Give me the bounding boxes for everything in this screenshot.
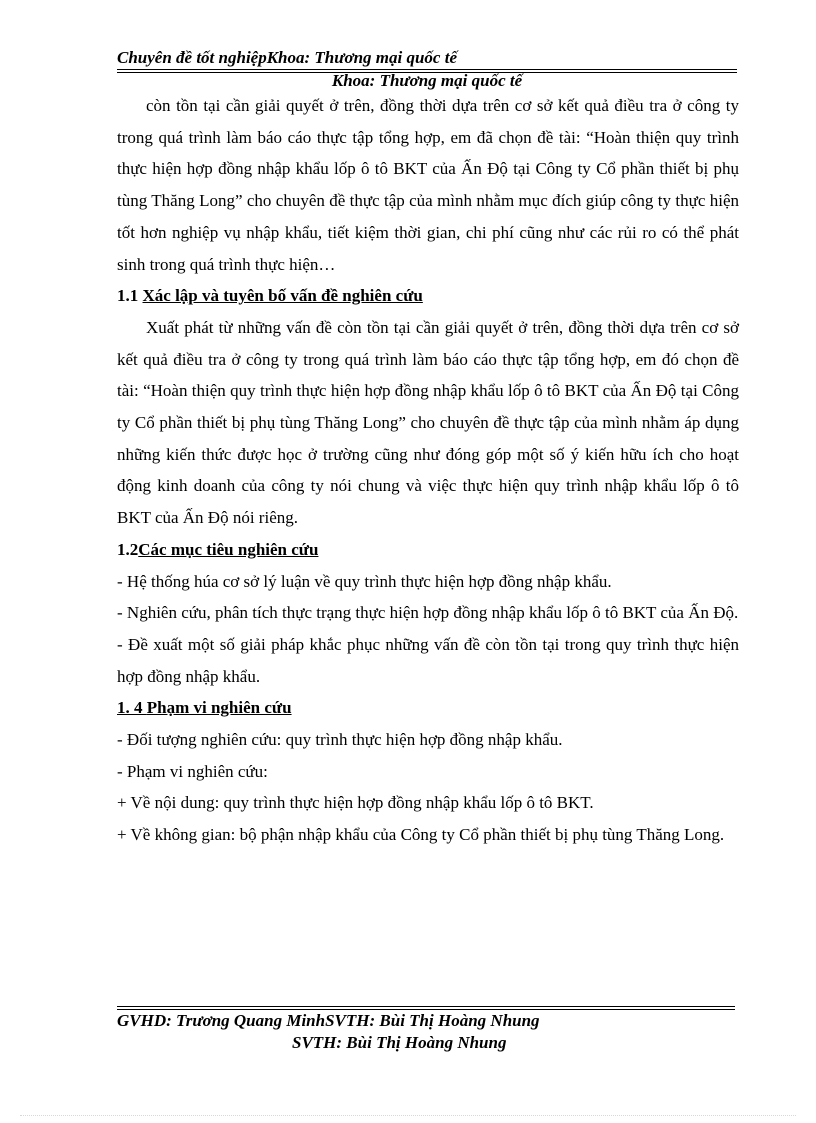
running-header: Chuyên đề tốt nghiệpKhoa: Thương mại quốc tế [117,48,457,67]
running-footer: GVHD: Trương Quang MinhSVTH: Bùi Thị Hoàng Nhung [117,1011,540,1030]
footer-rule-top [117,1006,735,1007]
section-heading-1-4 [117,692,739,724]
student-footer: SVTH: Bùi Thị Hoàng Nhung [292,1033,507,1052]
section-heading-1-1 [117,280,739,312]
list-item: - Đề xuất một số giải pháp khắc phục những vấn đề còn tồn tại trong quy trình thực hiện hợp đồng nhập khẩu. [117,634,739,686]
section-heading-1-2 [117,534,739,566]
list-item: - Đối tượng nghiên cứu: quy trình thực hiện hợp đồng nhập khẩu. [117,730,563,750]
section-title: Các mục tiêu nghiên cứu [138,539,319,559]
header-rule-top [117,69,737,70]
section-1-1-paragraph: Xuất phát từ những vấn đề còn tồn tại cần giải quyết ở trên, đồng thời dựa trên cơ sở kết quả điều tra ở công ty trong quá trình làm báo cáo thực tập tổng hợp, em đó chọn đề tài: “Hoàn thiện quy trình thực hiện hợp đồng nhập khẩu lốp ô tô BKT của Ấn Độ tại Công ty Cổ phần thiết bị phụ tùng Thăng Long” cho chuyên đề thực tập của mình nhằm áp dụng những kiến thức được học ở trường cũng như đóng góp một số ý kiến hữu ích cho hoạt động kinh doanh của công ty nói chung và việc thực hiện quy trình nhập khẩu lốp ô tô BKT của Ấn Độ nói riêng. [117,317,739,528]
list-item: + Về nội dung: quy trình thực hiện hợp đồng nhập khẩu lốp ô tô BKT. [117,793,594,813]
list-item: - Hệ thống húa cơ sở lý luận về quy trình thực hiện hợp đồng nhập khẩu. [117,571,612,591]
section-number: 1.2 [117,539,139,559]
page-edge-divider [20,1115,796,1116]
section-title: Xác lập và tuyên bố vấn đề nghiên cứu [142,286,423,306]
document-body [117,90,739,851]
faculty-header: Khoa: Thương mại quốc tế [331,71,523,90]
section-title: Phạm vi nghiên cứu [146,698,292,718]
section-number: 1. 4 [117,698,143,718]
section-number: 1.1 [117,286,139,306]
list-item: - Nghiên cứu, phân tích thực trạng thực hiện hợp đồng nhập khẩu lốp ô tô BKT của Ấn Độ. [117,603,739,623]
footer-rule-bottom [117,1009,735,1010]
list-item: - Phạm vi nghiên cứu: [117,761,268,781]
list-item: + Về không gian: bộ phận nhập khẩu của Công ty Cổ phần thiết bị phụ tùng Thăng Long. [117,825,725,845]
intro-paragraph: còn tồn tại cần giải quyết ở trên, đồng thời dựa trên cơ sở kết quả điều tra ở công ty trong quá trình làm báo cáo thực tập tổng hợp, em đã chọn đề tài: “Hoàn thiện quy trình thực hiện hợp đồng nhập khẩu lốp ô tô BKT của Ấn Độ tại Công ty Cổ phần thiết bị phụ tùng Thăng Long” cho chuyên đề thực tập của mình nhằm mục đích giúp công ty thực hiện tốt hơn nghiệp vụ nhập khẩu, tiết kiệm thời gian, chi phí cũng như các rủi ro có thể phát sinh trong quá trình thực hiện… [117,96,739,274]
